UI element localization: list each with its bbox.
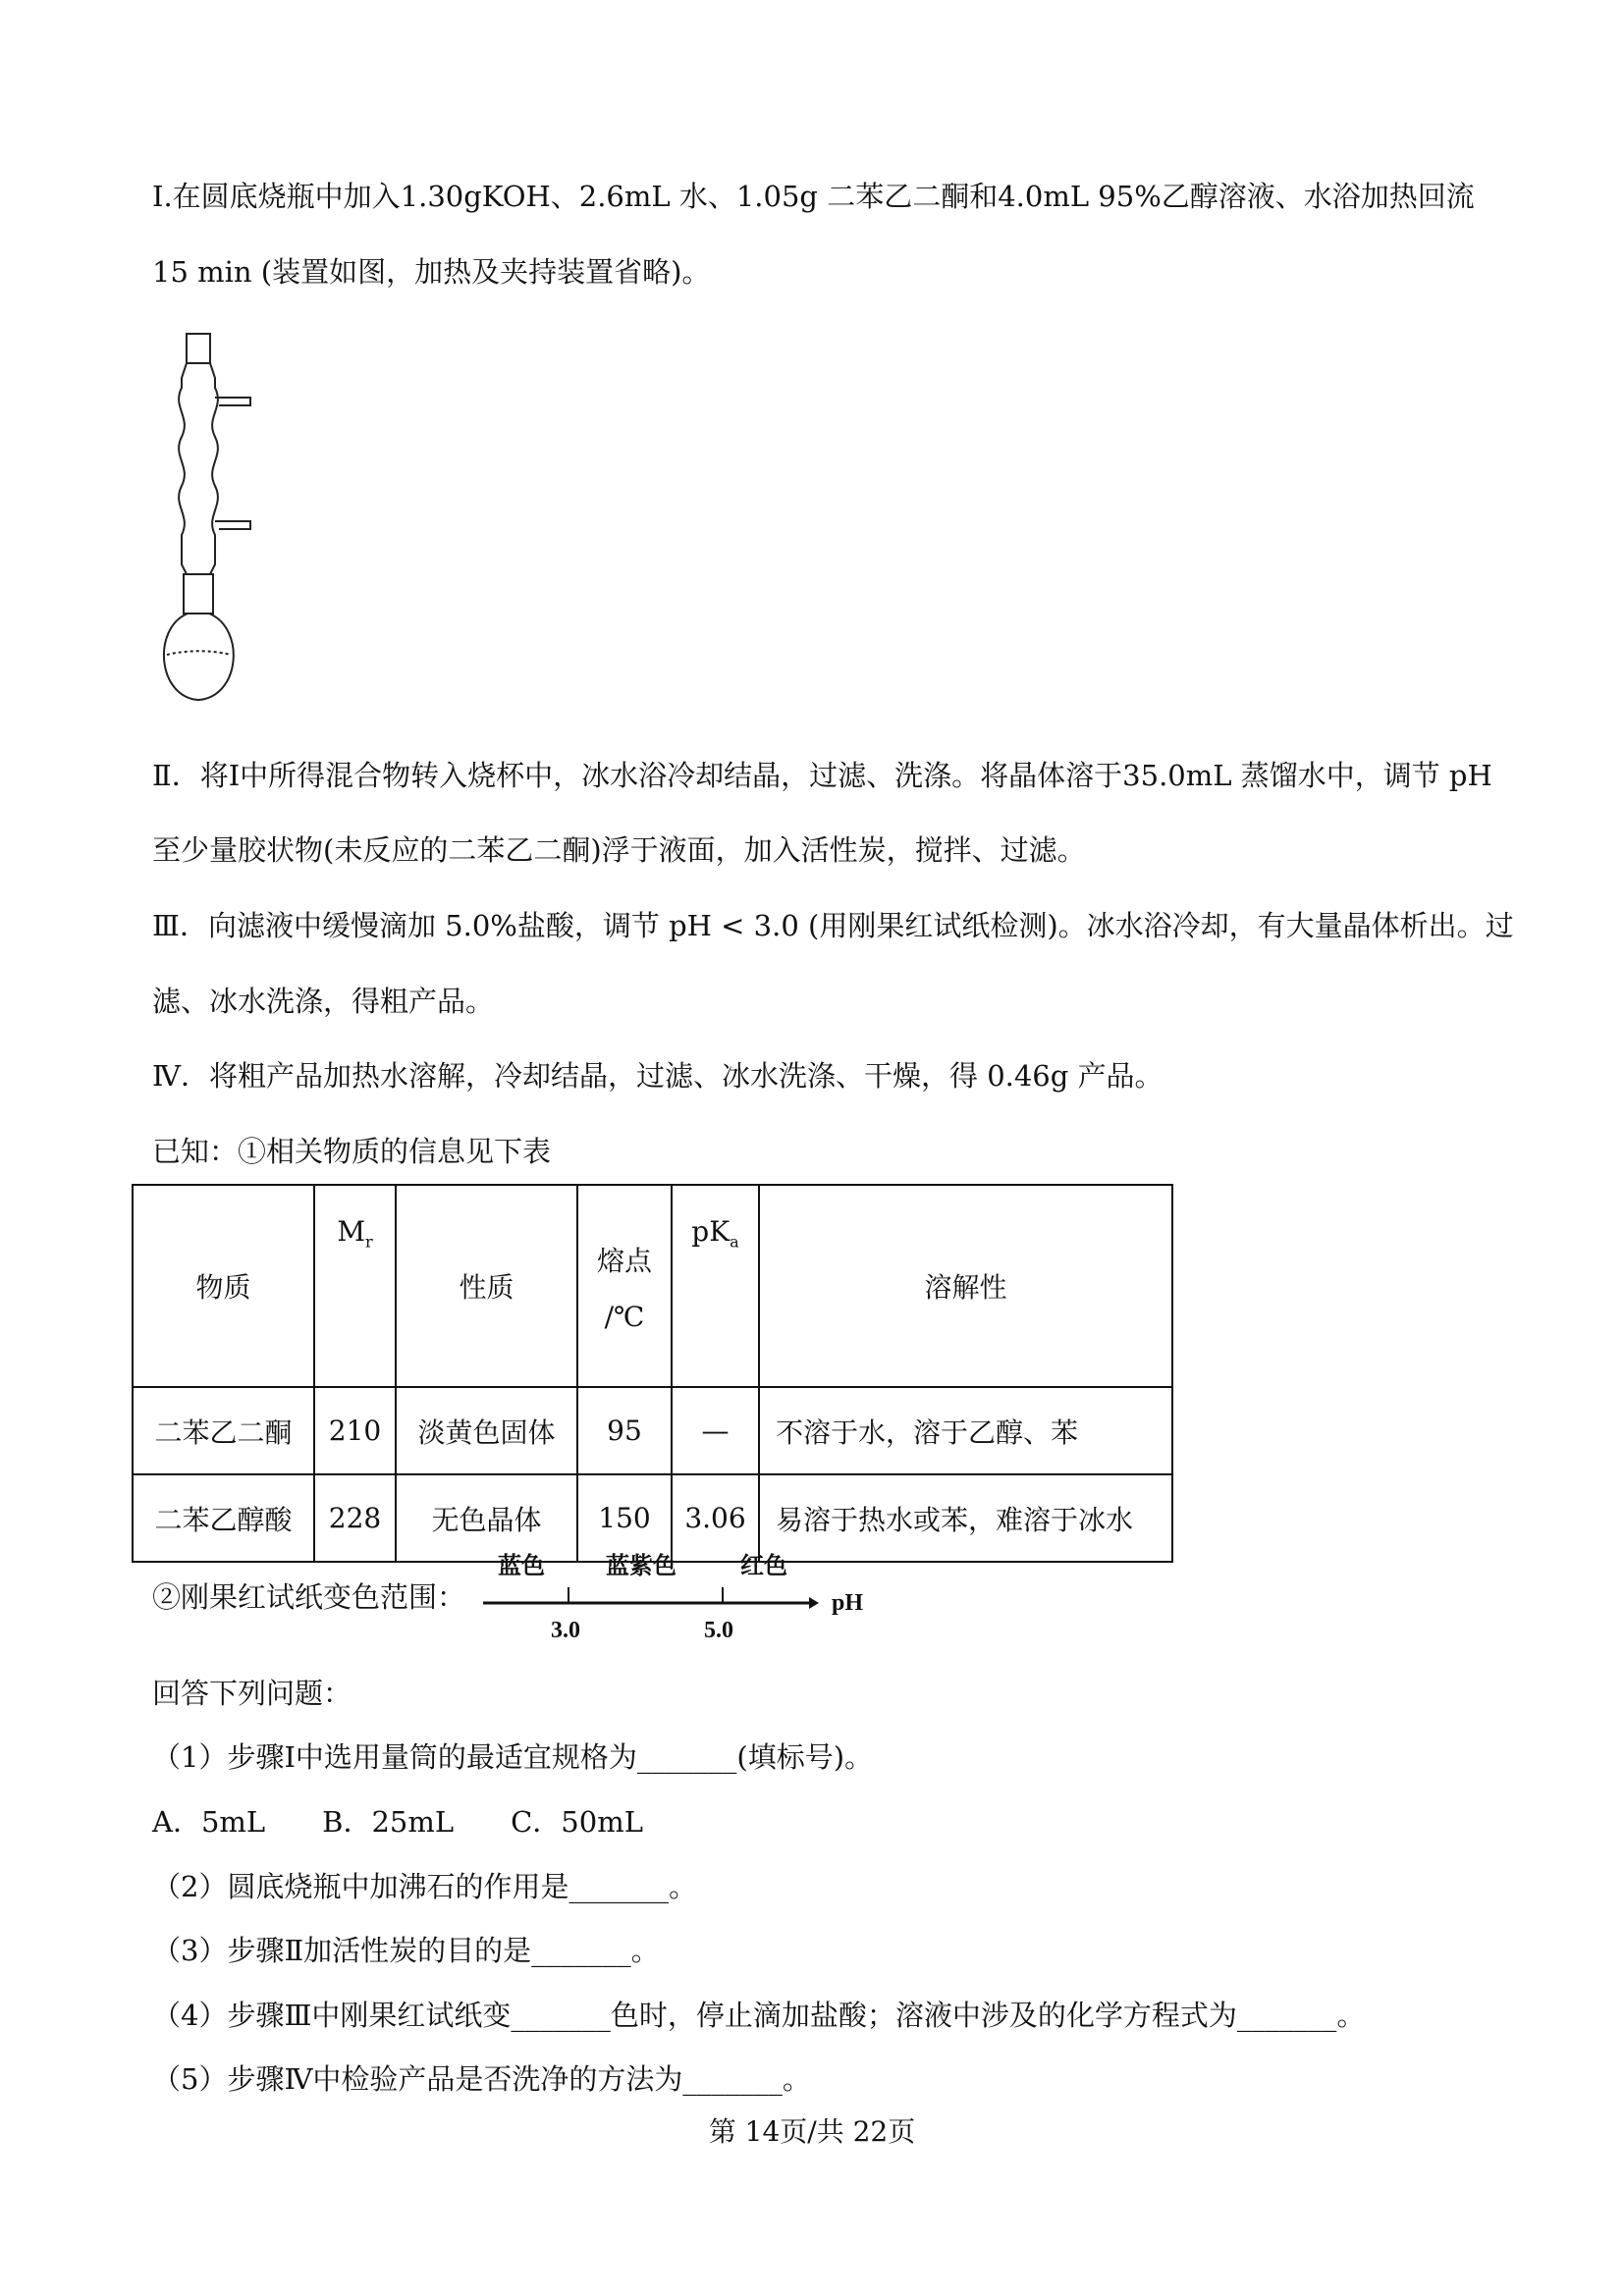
cell: 不溶于水，溶于乙醇、苯: [759, 1387, 1172, 1474]
step2-line1: Ⅱ．将Ⅰ中所得混合物转入烧杯中，冰水浴冷却结晶，过滤、洗涤。将晶体溶于35.0mL 蒸馏水中，调节 pH: [152, 759, 1492, 792]
header-mp-label: 熔点: [596, 1244, 652, 1277]
step1-line2: 15 min (装置如图，加热及夹持装置省略)。: [152, 255, 711, 289]
header-solubility: 溶解性: [759, 1185, 1172, 1387]
header-property: 性质: [396, 1185, 577, 1387]
step2-line2: 至少量胶状物(未反应的二苯乙二酮)浮于液面，加入活性炭，搅拌、过滤。: [152, 833, 1086, 867]
cell: 易溶于热水或苯，难溶于冰水: [759, 1474, 1172, 1562]
question-1: （1）步骤Ⅰ中选用量筒的最适宜规格为_______(填标号)。: [152, 1740, 874, 1774]
header-mr: [314, 1185, 396, 1387]
cell: 二苯乙二酮: [133, 1387, 314, 1474]
step4-line1: Ⅳ．将粗产品加热水溶解，冷却结晶，过滤、冰水洗涤、干燥，得 0.46g 产品。: [152, 1059, 1164, 1093]
header-mp-unit: /℃: [604, 1300, 645, 1333]
cell: —: [672, 1387, 759, 1474]
header-pka-main: pK: [691, 1215, 731, 1248]
question-4: （4）步骤Ⅲ中刚果红试纸变_______色时，停止滴加盐酸；溶液中涉及的化学方程式为_______。: [152, 1999, 1366, 2032]
step1-line1: Ⅰ.在圆底烧瓶中加入1.30gKOH、2.6mL 水、1.05g 二苯乙二酮和4.0mL 95%乙醇溶液、水浴加热回流: [152, 180, 1475, 213]
congo-label: ②刚果红试纸变色范围：: [152, 1580, 466, 1614]
table-row: [133, 1387, 1172, 1474]
cell: 95: [577, 1387, 672, 1474]
question-1-options: A．5mL B．25mL C．50mL: [152, 1805, 643, 1839]
cell: 228: [314, 1474, 396, 1562]
header-pka-sub: a: [730, 1232, 739, 1252]
substance-table: [132, 1184, 1173, 1563]
reflux-apparatus-figure: [162, 329, 280, 707]
header-melting-point: [577, 1185, 672, 1387]
color-blue-label: 蓝色: [498, 1552, 545, 1579]
tick-3: 3.0: [551, 1618, 580, 1643]
cell: 210: [314, 1387, 396, 1474]
header-mr-sub: r: [365, 1232, 373, 1252]
questions-intro: 回答下列问题：: [152, 1677, 352, 1710]
cell: 3.06: [672, 1474, 759, 1562]
cell: 淡黄色固体: [396, 1387, 577, 1474]
cell: 无色晶体: [396, 1474, 577, 1562]
step3-line2: 滤、冰水洗涤，得粗产品。: [152, 985, 495, 1018]
cell: 二苯乙醇酸: [133, 1474, 314, 1562]
cell: 150: [577, 1474, 672, 1562]
color-blue-violet-label: 蓝紫色: [606, 1552, 677, 1579]
tick-5: 5.0: [704, 1618, 733, 1643]
page-footer: 第 14页/共 22页: [708, 2115, 916, 2148]
question-5: （5）步骤Ⅳ中检验产品是否洗净的方法为_______。: [152, 2062, 811, 2096]
congo-ph-scale: [480, 1541, 893, 1649]
ph-axis-label: pH: [832, 1590, 864, 1616]
color-red-label: 红色: [740, 1552, 787, 1579]
known-intro: 已知：①相关物质的信息见下表: [152, 1135, 552, 1168]
header-pka: [672, 1185, 759, 1387]
header-mr-main: M: [337, 1215, 365, 1248]
question-2: （2）圆底烧瓶中加沸石的作用是_______。: [152, 1870, 697, 1903]
question-3: （3）步骤Ⅱ加活性炭的目的是_______。: [152, 1934, 660, 1967]
header-substance: 物质: [133, 1185, 314, 1387]
step3-line1: Ⅲ．向滤液中缓慢滴加 5.0%盐酸，调节 pH < 3.0 (用刚果红试纸检测)。冰水浴冷却，有大量晶体析出。过: [152, 909, 1514, 942]
